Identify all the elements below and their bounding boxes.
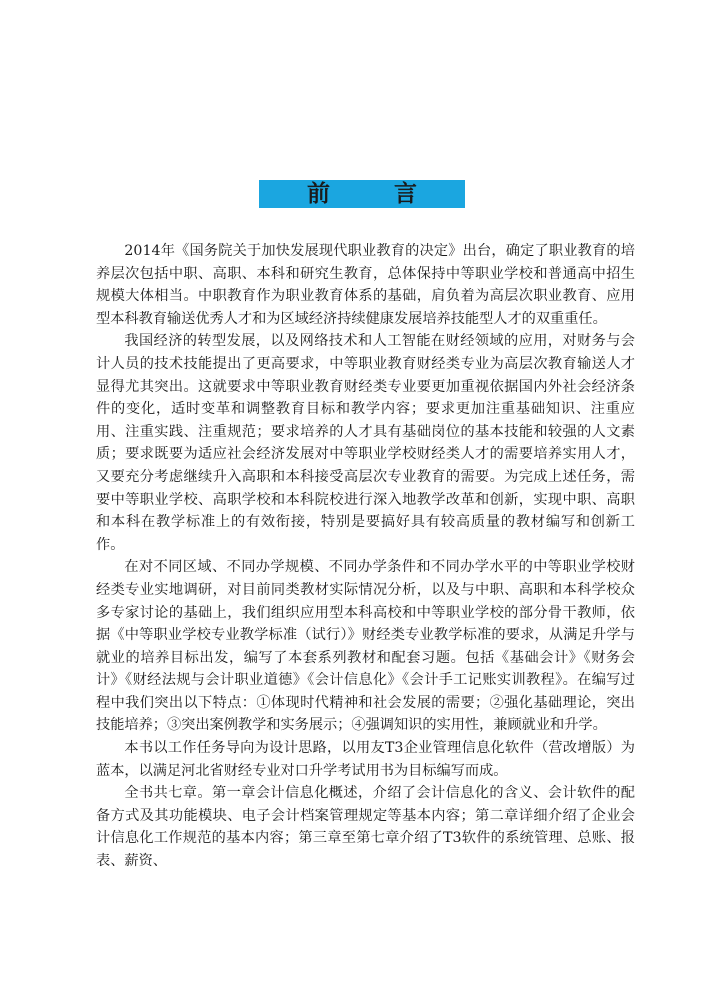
preface-title-bar [259,180,465,208]
paragraph: 在对不同区域、不同办学规模、不同办学条件和不同办学水平的中等职业学校财经类专业实地调研，对目前同类教材实际情况分析，以及与中职、高职和本科学校众多专家讨论的基础上，我们组织应用型本科高校和中等职业学校的部分骨干教师，依据《中等职业学校专业教学标准（试行）》财经类专业教学标准的要求，从满足升学与就业的培养目标出发，编写了本套系列教材和配套习题。包括《基础会计》《财务会计》《财经法规与会计职业道德》《会计信息化》《会计手工记账实训教程》。在编写过程中我们突出以下特点：①体现时代精神和社会发展的需要；②强化基础理论，突出技能培养；③突出案例教学和实务展示；④强调知识的实用性，兼顾就业和升学。 [96,559,635,734]
paragraph: 本书以工作任务导向为设计思路，以用友T3企业管理信息化软件（营改增版）为蓝本，以满足河北省财经专业对口升学考试用书为目标编写而成。 [96,740,635,779]
preface-title: 前 言 [306,181,445,207]
paragraph: 全书共七章。第一章会计信息化概述，介绍了会计信息化的含义、会计软件的配备方式及其功能模块、电子会计档案管理规定等基本内容；第二章详细介绍了企业会计信息化工作规范的基本内容；第三章至第七章介绍了T3软件的系统管理、总账、报表、薪资、 [96,785,635,870]
paragraph: 2014年《国务院关于加快发展现代职业教育的决定》出台，确定了职业教育的培养层次包括中职、高职、本科和研究生教育，总体保持中等职业学校和普通高中招生规模大体相当。中职教育作为职业教育体系的基础，肩负着为高层次职业教育、应用型本科教育输送优秀人才和为区域经济持续健康发展培养技能型人才的双重重任。 [96,243,635,327]
paragraph: 我国经济的转型发展，以及网络技术和人工智能在财经领域的应用，对财务与会计人员的技术技能提出了更高要求，中等职业教育财经类专业为高层次教育输送人才显得尤其突出。这就要求中等职业教育财经类专业要更加重视依据国内外社会经济条件的变化，适时变革和调整教育目标和教学内容；要求更加注重基础知识、注重应用、注重实践、注重规范；要求培养的人才具有基础岗位的基本技能和较强的人文素质；要求既要为适应社会经济发展对中等职业学校财经类人才的需要培养实用人才，又要充分考虑继续升入高职和本科接受高层次专业教育的需要。为完成上述任务，需要中等职业学校、高职学校和本科院校进行深入地教学改革和创新，实现中职、高职和本科在教学标准上的有效衔接，特别是要搞好具有较高质量的教材编写和创新工作。 [96,333,635,553]
preface-body [96,240,635,873]
